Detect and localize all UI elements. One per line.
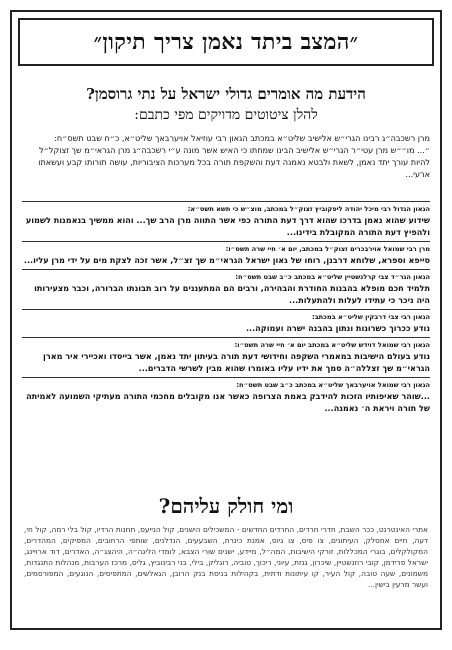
quote-item [22, 241, 430, 266]
quote-source: מרן רבי שמואל אוירבכרים זצוק״ל במכתב, יום א׳ חיי שרה תשס״ו: [225, 245, 430, 253]
bottom-text: אתרי האינטרנט, ככר השבת, חדרי חרדים, החרדים החדשים - המשכילים הישנים, קול הנייעס, תחנות הרדיו, קול בלי רמה, קול חי, דעה, חיים אחסלק, העיתונים, צו פיס, צו גיוס, אמנת כינרת, השבעעים, הנדלנים, שותפי הרחובים, המפיקים, המהדרים, המקולקלים, בוגרי המכללות, זורקי הישיבות, המה״ל, מיידע, ישנים שורי הצבא, לומדי הליגה״ה, היהצג״ה, האדרים, דוד ארויינג, ישראל פרידמן, קובי רוזנשטיין, שיכרון, גנזת, עיוני, ריכוך, טוביה, רוגליק, בילי, בני רבינוביץ, גליס, מרכז הערבות, מנהלות התנגדות, משמונים, שעה טובה, קול העיר, קו עיתונות ודתית, בקהילות בניסת בנק הרובן, הגאלשים, המתפיסים, הנוגעים, המפורסמים, ועשר מרעין בישין... [24, 525, 428, 589]
quote-text: נודע בעולם הישיבות במאמרי השקפה וחידושי דעת תורה בעיתון יתד נאמן, אשר בייסדו ואכיירי איר מארן הגראי״מ שך זצללה״ה סמך את ידיו עליו באומרו שהוא מבין לשרשי הדברים... [43, 351, 430, 373]
quote-source: הגאון רבי צבי דרבקין שליט״א במכתב: [312, 313, 430, 321]
bottom-title: ומי חולק עליהם? [158, 494, 294, 518]
quote-source: הגאון הגר״ד צבי קרלנשטיין שליט״א במכתב כ״ב שבט תשס״ח: [235, 273, 430, 281]
quote-text: שידוע שהוא נאמן בדרכו שהוא דרך דעת התורה כפי אשר התווה מרן הרב שך... והוא ממשיך בנאמנות לשמוע ולהפיץ דעת התורה המקובלת בידינו... [25, 215, 430, 237]
quote-item [22, 337, 430, 374]
quote-item [22, 201, 430, 238]
title-box [18, 18, 434, 66]
flyer [10, 10, 442, 630]
subtitle-quotes-intro: להלן ציטוטים מדויקים מפי כתבם: [134, 107, 318, 123]
intro-block [22, 132, 430, 180]
quote-item [22, 309, 430, 334]
quote-text: ...שוהר שאיפותיו הזכות להידבק באמת הצרופה כאשר אנו מקובלים מחכמי התורה מעתיקי השמועה לאמיתה של תורה ויראת ה׳ נאמנה... [26, 391, 430, 413]
intro-text: ״... מו״״ש מרן עטי״ר הגרי״ש אלישיב הבינו שמחתו כי האיש אשר מונה ע״י רשכבה״ג מרן הגראי״מ שך זצוקל״ל להיות עורך יתד נאמן, לשאת ולבטא נאמנה דעת והשקפת תורה בכל מערכות הציבוריות, עושה תורותו קבע ועשאתו ארעי... [38, 145, 430, 179]
quotes-list [22, 201, 430, 417]
subtitle: הידעת מה אומרים גדולי ישראל על נתי גרוסמן? [86, 85, 366, 103]
quote-source: הגאון רבי שמואל דוידש שליט״א במכתב יום א׳ חיי שרה תשס״ו: [234, 341, 430, 349]
intro-source: מרן רשכבה״ג רבינו הגרי״ש אלישיב שליט״א במכתב הגאון רבי עוזיאל אויערבאך שליט״א, כ״ח שבט תשס״ח: [54, 133, 430, 143]
page-title: ״המצב ביתד נאמן צריך תיקון״ [93, 29, 359, 55]
quote-source: הגאון רבי שמואל אויערבאך שליט״א במכתב כ״ב שבט תשס״ח: [236, 381, 430, 389]
quote-text: סייפא וספרא, שלוחא דרבנן, רוחו של גאון ישראל הגראי״מ שך זצ״ל, אשר זכה לצקת מים על ידי מרן עליו... [23, 255, 430, 265]
quote-item [22, 377, 430, 414]
quote-item [22, 269, 430, 306]
quote-text: נודע ככרוך כשרונות ונתון בהבנה ישרה ועמוקה... [245, 323, 430, 333]
quote-source: הגאון הגדול רבי מיכל יהודה ליפקוביץ זצוק״ל במכתב, מוצ״ש כי תשא תשס״א: [187, 205, 430, 213]
quote-text: תלמיד חכם מופלא בהבנות החודרת והבהירה, ורבים הם המתעננים על רוב תבונתו הברורה, וכבר מצעירותו היה ניכר כי עתידו לעלות ולהתעלות... [34, 283, 430, 305]
